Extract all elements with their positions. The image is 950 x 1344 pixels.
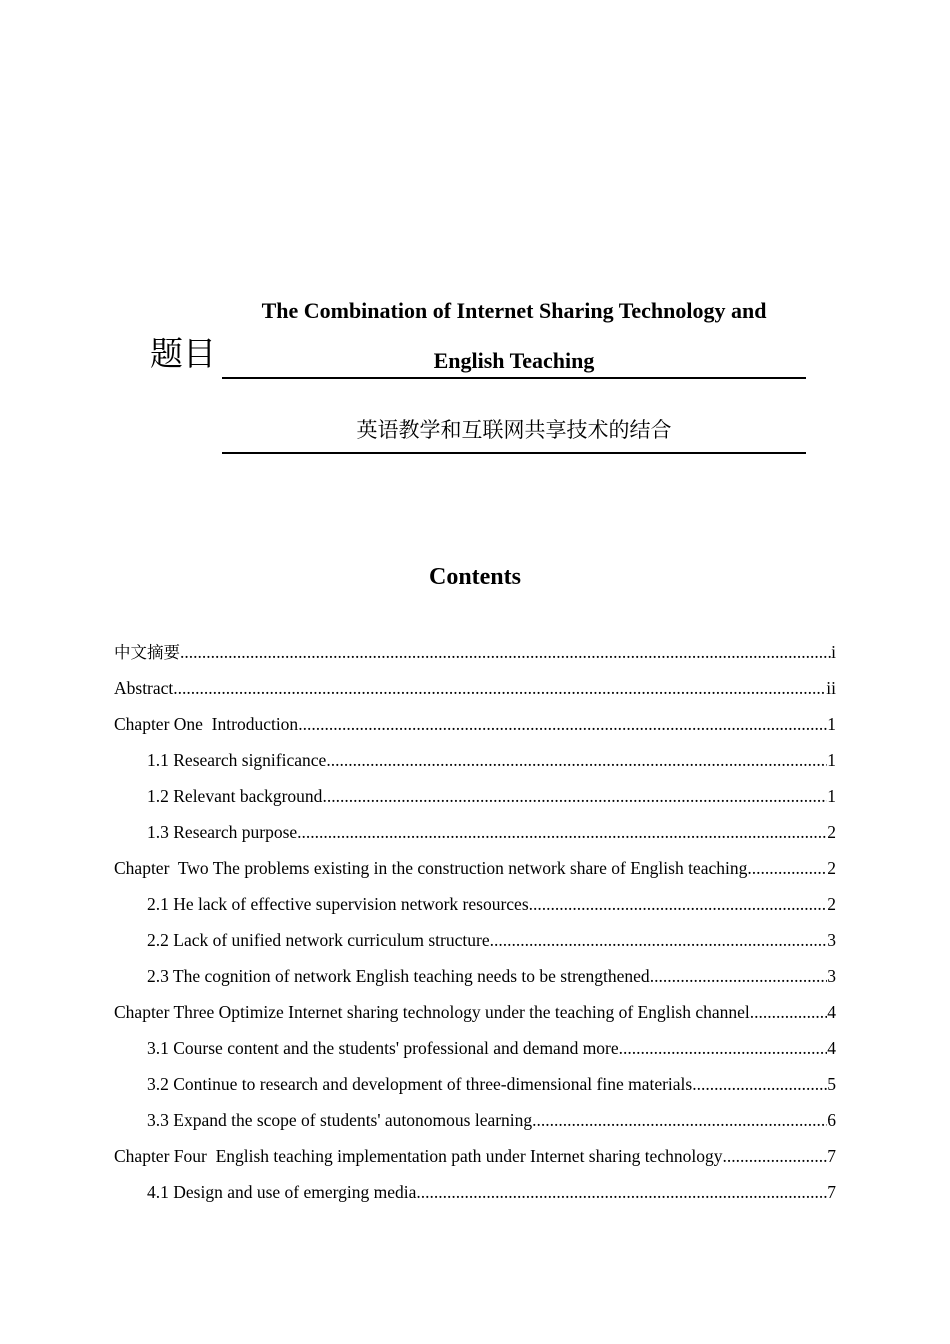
title-english (222, 286, 806, 386)
toc-entry-title: 1.2 Relevant background (147, 786, 323, 806)
toc-entry[interactable] (114, 1102, 836, 1138)
toc-entry-page: 6 (827, 1110, 836, 1130)
toc-entry-title: Chapter Two The problems existing in the construction network share of English teaching (114, 858, 748, 878)
toc-dot-leader (650, 958, 828, 994)
toc-dot-leader (529, 886, 828, 922)
toc-dot-leader (750, 994, 827, 1030)
toc-dot-leader (322, 778, 827, 814)
toc-entry[interactable] (114, 670, 836, 706)
toc-entry-page: 1 (827, 750, 836, 770)
toc-entry-page: 3 (827, 930, 836, 950)
table-of-contents (114, 634, 836, 1210)
toc-entry[interactable] (114, 706, 836, 742)
toc-entry[interactable] (114, 814, 836, 850)
toc-entry-title: 2.2 Lack of unified network curriculum structure (147, 930, 490, 950)
toc-entry[interactable] (114, 886, 836, 922)
toc-entry-title: 中文摘要 (114, 643, 180, 662)
toc-entry-page: 4 (827, 1038, 836, 1058)
toc-entry-title: 2.3 The cognition of network English teaching needs to be strengthened (147, 966, 650, 986)
toc-entry-title: Chapter Four English teaching implementation path under Internet sharing technology (114, 1146, 723, 1166)
title-chinese: 英语教学和互联网共享技术的结合 (356, 418, 672, 442)
toc-entry-title: 3.2 Continue to research and development of three-dimensional fine materials (147, 1074, 693, 1094)
toc-entry-title: 1.3 Research purpose (147, 822, 298, 842)
title-english-line-2: English Teaching (433, 348, 595, 373)
toc-entry[interactable] (114, 1030, 836, 1066)
toc-entry[interactable] (114, 1138, 836, 1174)
toc-dot-leader (297, 814, 827, 850)
toc-entry-title: 2.1 He lack of effective supervision network resources (147, 894, 529, 914)
toc-entry-page: 2 (827, 894, 836, 914)
toc-entry-title: 3.3 Expand the scope of students' autonomous learning (147, 1110, 533, 1130)
toc-entry-title: 4.1 Design and use of emerging media (147, 1182, 417, 1202)
toc-entry-title: 1.1 Research significance (147, 750, 327, 770)
toc-entry[interactable] (114, 742, 836, 778)
toc-entry-page: 5 (827, 1074, 836, 1094)
toc-entry-page: 7 (827, 1146, 836, 1166)
toc-dot-leader (490, 922, 828, 958)
toc-entry[interactable] (114, 994, 836, 1030)
toc-dot-leader (747, 850, 827, 886)
toc-entry-page: ii (826, 678, 836, 698)
toc-entry-title: Abstract (114, 678, 174, 698)
toc-entry[interactable] (114, 922, 836, 958)
toc-entry-page: 1 (827, 714, 836, 734)
title-label: 题目 (150, 334, 216, 373)
title-underline-chinese (222, 452, 806, 454)
toc-entry[interactable] (114, 850, 836, 886)
title-english-line-1: The Combination of Internet Sharing Technology and (261, 298, 767, 323)
toc-entry-title: Chapter One Introduction (114, 714, 299, 734)
toc-dot-leader (326, 742, 827, 778)
toc-entry-page: 2 (827, 822, 836, 842)
toc-entry-page: 3 (827, 966, 836, 986)
toc-dot-leader (722, 1138, 827, 1174)
toc-entry-title: Chapter Three Optimize Internet sharing technology under the teaching of English channel (114, 1002, 750, 1022)
toc-dot-leader (692, 1066, 827, 1102)
toc-entry-page: 4 (827, 1002, 836, 1022)
toc-dot-leader (416, 1174, 827, 1210)
toc-entry-page: 7 (827, 1182, 836, 1202)
toc-entry-page: i (831, 642, 836, 662)
toc-dot-leader (298, 706, 827, 742)
toc-dot-leader (619, 1030, 828, 1066)
contents-heading: Contents (428, 564, 521, 590)
toc-entry-page: 1 (827, 786, 836, 806)
toc-entry-page: 2 (827, 858, 836, 878)
toc-dot-leader (532, 1102, 827, 1138)
title-underline-english (222, 377, 806, 379)
toc-entry[interactable] (114, 778, 836, 814)
toc-dot-leader (180, 634, 831, 670)
toc-entry[interactable] (114, 958, 836, 994)
toc-dot-leader (173, 670, 826, 706)
toc-entry[interactable] (114, 634, 836, 670)
toc-entry-title: 3.1 Course content and the students' professional and demand more (147, 1038, 619, 1058)
toc-entry[interactable] (114, 1174, 836, 1210)
toc-entry[interactable] (114, 1066, 836, 1102)
